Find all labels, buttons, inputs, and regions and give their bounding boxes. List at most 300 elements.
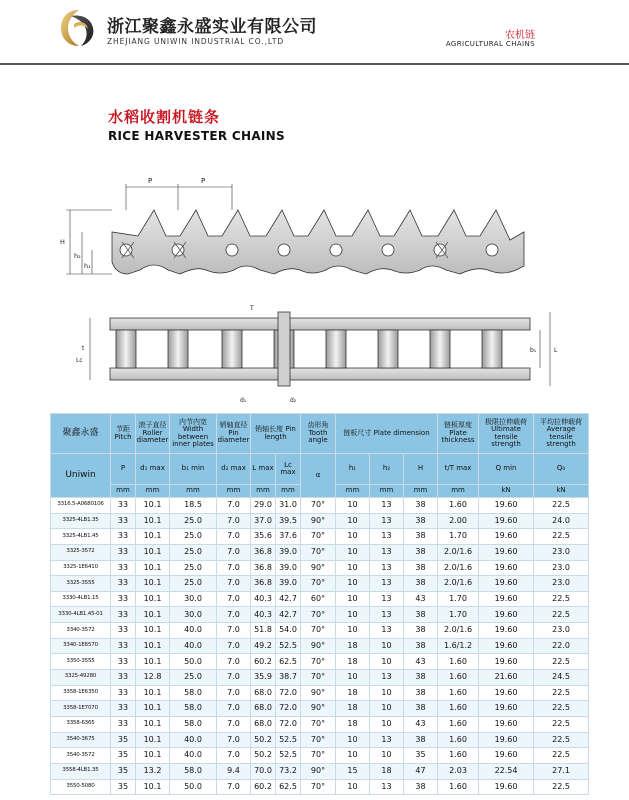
- pin-header: 销轴直径 Pin diameter: [217, 414, 251, 454]
- cell-h1: 18: [336, 654, 370, 670]
- cell-roller-diameter: 10.1: [136, 623, 170, 639]
- cell-H: 38: [404, 779, 438, 795]
- cell-pitch: 33: [111, 685, 136, 701]
- cell-h1: 10: [336, 544, 370, 560]
- table-row: [51, 701, 589, 717]
- cell-plate-thickness: 1.60: [438, 779, 479, 795]
- company-name-cn: 浙江聚鑫永盛实业有限公司: [107, 17, 317, 37]
- cell-pin-length-Lc: 52.5: [276, 638, 301, 654]
- cell-pin-length-L: 50.2: [251, 732, 276, 748]
- cell-tooth-angle: 90°: [301, 513, 336, 529]
- cell-pin-length-Lc: 42.7: [276, 607, 301, 623]
- cell-plate-thickness: 1.70: [438, 607, 479, 623]
- unit-b1: mm: [170, 485, 217, 498]
- table-row: [51, 654, 589, 670]
- page-header: [0, 0, 629, 68]
- cell-pin-length-L: 70.0: [251, 763, 276, 779]
- cell-pin-length-Lc: 39.0: [276, 576, 301, 592]
- roller-header: 滚子直径 Roller diameter: [136, 414, 170, 454]
- cell-pin-diameter: 7.0: [217, 560, 251, 576]
- sym-H: H: [404, 454, 438, 485]
- company-name-en: ZHEJIANG UNIWIN INDUSTRIAL CO.,LTD: [107, 37, 285, 46]
- cell-roller-diameter: 10.1: [136, 576, 170, 592]
- chain-side-view: [112, 210, 524, 274]
- cell-tooth-angle: 70°: [301, 544, 336, 560]
- cell-average-strength: 22.5: [534, 748, 589, 764]
- cell-inner-width: 40.0: [170, 638, 217, 654]
- tooth-angle-header: 齿形角 Tooth angle: [301, 414, 336, 454]
- cell-pitch: 33: [111, 654, 136, 670]
- sym-h2: h₂: [370, 454, 404, 485]
- cell-h2: 10: [370, 701, 404, 717]
- cell-pitch: 33: [111, 638, 136, 654]
- cell-roller-diameter: 10.1: [136, 654, 170, 670]
- cell-pin-length-Lc: 62.5: [276, 654, 301, 670]
- cell-ultimate-strength: 19.60: [479, 513, 534, 529]
- cell-H: 43: [404, 716, 438, 732]
- cell-H: 38: [404, 607, 438, 623]
- cell-average-strength: 23.0: [534, 544, 589, 560]
- cell-model: 3330-4LB1.45-01: [51, 607, 111, 623]
- cell-plate-thickness: 2.00: [438, 513, 479, 529]
- sym-tT: t/T max: [438, 454, 479, 485]
- cell-pitch: 33: [111, 576, 136, 592]
- cell-pin-length-Lc: 72.0: [276, 716, 301, 732]
- cell-plate-thickness: 1.60: [438, 498, 479, 514]
- cell-pin-diameter: 7.0: [217, 513, 251, 529]
- cell-model: 3350-3555: [51, 654, 111, 670]
- cell-roller-diameter: 10.1: [136, 716, 170, 732]
- cell-plate-thickness: 2.0/1.6: [438, 544, 479, 560]
- cell-tooth-angle: 70°: [301, 607, 336, 623]
- unit-d2: mm: [217, 485, 251, 498]
- cell-h1: 10: [336, 591, 370, 607]
- cell-roller-diameter: 10.1: [136, 529, 170, 545]
- height-label-h1: h₁: [84, 262, 91, 270]
- cell-pitch: 33: [111, 623, 136, 639]
- cell-plate-thickness: 1.60: [438, 732, 479, 748]
- cell-h2: 13: [370, 779, 404, 795]
- cell-h1: 18: [336, 716, 370, 732]
- cell-plate-thickness: 1.60: [438, 685, 479, 701]
- table-row: [51, 748, 589, 764]
- cell-pin-diameter: 7.0: [217, 732, 251, 748]
- cell-tooth-angle: 90°: [301, 763, 336, 779]
- sym-p: P: [111, 454, 136, 485]
- cell-ultimate-strength: 19.60: [479, 638, 534, 654]
- cell-pin-length-L: 60.2: [251, 654, 276, 670]
- cell-plate-thickness: 1.6/1.2: [438, 638, 479, 654]
- cell-inner-width: 50.0: [170, 654, 217, 670]
- cell-H: 47: [404, 763, 438, 779]
- sym-Q: Q min: [479, 454, 534, 485]
- cell-ultimate-strength: 21.60: [479, 670, 534, 686]
- cell-H: 38: [404, 513, 438, 529]
- cell-H: 43: [404, 591, 438, 607]
- cell-h1: 18: [336, 701, 370, 717]
- cell-h1: 10: [336, 576, 370, 592]
- cell-average-strength: 23.0: [534, 560, 589, 576]
- cell-pin-diameter: 7.0: [217, 685, 251, 701]
- cell-pin-length-Lc: 39.0: [276, 560, 301, 576]
- cell-tooth-angle: 70°: [301, 748, 336, 764]
- cell-h2: 10: [370, 685, 404, 701]
- height-label-H: H: [60, 238, 65, 246]
- cell-average-strength: 24.5: [534, 670, 589, 686]
- spec-table-body: [51, 498, 589, 795]
- cell-pitch: 35: [111, 732, 136, 748]
- spec-table-wrap: [50, 413, 588, 795]
- cell-model: 3340-1E6570: [51, 638, 111, 654]
- cell-H: 38: [404, 732, 438, 748]
- cell-pitch: 33: [111, 529, 136, 545]
- cell-pitch: 33: [111, 701, 136, 717]
- cell-h2: 13: [370, 623, 404, 639]
- cell-h1: 10: [336, 560, 370, 576]
- dim-label-b1: b₁: [530, 347, 537, 354]
- cell-roller-diameter: 10.1: [136, 732, 170, 748]
- cell-pin-diameter: 7.0: [217, 623, 251, 639]
- cell-pin-length-L: 36.8: [251, 576, 276, 592]
- pin-length-header: 销轴长度 Pin length: [251, 414, 301, 454]
- cell-tooth-angle: 70°: [301, 670, 336, 686]
- cell-pin-length-L: 51.8: [251, 623, 276, 639]
- cell-pitch: 35: [111, 763, 136, 779]
- sym-Lc: Lc max: [276, 454, 301, 485]
- cell-inner-width: 58.0: [170, 701, 217, 717]
- cell-tooth-angle: 60°: [301, 591, 336, 607]
- cell-pin-length-Lc: 39.0: [276, 544, 301, 560]
- cell-ultimate-strength: 19.60: [479, 779, 534, 795]
- cell-average-strength: 22.0: [534, 638, 589, 654]
- cell-h2: 13: [370, 513, 404, 529]
- cell-h1: 18: [336, 685, 370, 701]
- cell-ultimate-strength: 19.60: [479, 748, 534, 764]
- cell-model: 3340-3572: [51, 623, 111, 639]
- cell-H: 38: [404, 701, 438, 717]
- unit-H: mm: [404, 485, 438, 498]
- cell-inner-width: 25.0: [170, 529, 217, 545]
- table-row: [51, 576, 589, 592]
- unit-p: mm: [111, 485, 136, 498]
- table-row: [51, 529, 589, 545]
- cell-ultimate-strength: 19.60: [479, 716, 534, 732]
- sym-d2: d₂ max: [217, 454, 251, 485]
- dim-label-t: t: [82, 345, 85, 352]
- cell-tooth-angle: 70°: [301, 732, 336, 748]
- pitch-label-2: P: [201, 177, 206, 185]
- cell-pin-length-Lc: 54.0: [276, 623, 301, 639]
- unit-Q0: kN: [534, 485, 589, 498]
- cell-model: 3550-5080: [51, 779, 111, 795]
- cell-pin-diameter: 7.0: [217, 498, 251, 514]
- dim-label-d2: d₂: [290, 397, 297, 404]
- cell-model: 3325-49280: [51, 670, 111, 686]
- cell-model: 3358-6365: [51, 716, 111, 732]
- cell-h2: 13: [370, 544, 404, 560]
- cell-h1: 10: [336, 498, 370, 514]
- cell-plate-thickness: 1.70: [438, 591, 479, 607]
- cell-plate-thickness: 1.60: [438, 701, 479, 717]
- cell-H: 38: [404, 529, 438, 545]
- cell-pin-diameter: 7.0: [217, 576, 251, 592]
- cell-h2: 13: [370, 591, 404, 607]
- cell-model: 3358-1E6350: [51, 685, 111, 701]
- cell-h2: 13: [370, 529, 404, 545]
- cell-H: 38: [404, 498, 438, 514]
- cell-tooth-angle: 70°: [301, 654, 336, 670]
- cell-pin-diameter: 7.0: [217, 591, 251, 607]
- cell-pin-length-Lc: 73.2: [276, 763, 301, 779]
- cell-average-strength: 27.1: [534, 763, 589, 779]
- cell-pin-length-L: 36.8: [251, 560, 276, 576]
- cell-pin-length-L: 36.8: [251, 544, 276, 560]
- cell-ultimate-strength: 19.60: [479, 685, 534, 701]
- cell-average-strength: 22.5: [534, 654, 589, 670]
- cell-ultimate-strength: 19.60: [479, 607, 534, 623]
- cell-average-strength: 22.5: [534, 591, 589, 607]
- cell-h2: 18: [370, 763, 404, 779]
- cell-pin-length-L: 37.0: [251, 513, 276, 529]
- cell-average-strength: 22.5: [534, 685, 589, 701]
- cell-average-strength: 23.0: [534, 623, 589, 639]
- cell-pin-length-Lc: 62.5: [276, 779, 301, 795]
- cell-tooth-angle: 70°: [301, 716, 336, 732]
- cell-model: 3325-1E6410: [51, 560, 111, 576]
- cell-pin-length-L: 50.2: [251, 748, 276, 764]
- cell-model: 3325-4LB1.45: [51, 529, 111, 545]
- cell-ultimate-strength: 19.60: [479, 560, 534, 576]
- cell-inner-width: 40.0: [170, 748, 217, 764]
- cell-roller-diameter: 13.2: [136, 763, 170, 779]
- unit-h1: mm: [336, 485, 370, 498]
- unit-Lc: mm: [276, 485, 301, 498]
- unit-h2: mm: [370, 485, 404, 498]
- cell-roller-diameter: 10.1: [136, 544, 170, 560]
- uniwin-logo-icon: [57, 6, 101, 50]
- cell-tooth-angle: 90°: [301, 638, 336, 654]
- cell-H: 35: [404, 748, 438, 764]
- cell-ultimate-strength: 19.60: [479, 732, 534, 748]
- cell-model: 3540-3572: [51, 748, 111, 764]
- cell-h2: 10: [370, 654, 404, 670]
- brand-en-header: Uniwin: [51, 454, 111, 498]
- cell-h2: 13: [370, 498, 404, 514]
- cell-h2: 13: [370, 576, 404, 592]
- cell-pin-diameter: 7.0: [217, 670, 251, 686]
- cell-model: 3358-1E7070: [51, 701, 111, 717]
- cell-average-strength: 24.0: [534, 513, 589, 529]
- cell-average-strength: 23.0: [534, 576, 589, 592]
- cell-ultimate-strength: 19.60: [479, 623, 534, 639]
- cell-pin-length-L: 29.0: [251, 498, 276, 514]
- cell-pin-diameter: 9.4: [217, 763, 251, 779]
- sym-d1: d₁ max: [136, 454, 170, 485]
- cell-pin-length-Lc: 72.0: [276, 701, 301, 717]
- cell-h2: 10: [370, 716, 404, 732]
- cell-average-strength: 22.5: [534, 529, 589, 545]
- cell-pin-diameter: 7.0: [217, 544, 251, 560]
- section-title-en: RICE HARVESTER CHAINS: [108, 129, 285, 143]
- dim-label-d1: d₁: [240, 397, 247, 404]
- sym-h1: h₁: [336, 454, 370, 485]
- cell-plate-thickness: 1.70: [438, 529, 479, 545]
- cell-inner-width: 40.0: [170, 732, 217, 748]
- cell-tooth-angle: 90°: [301, 701, 336, 717]
- table-row: [51, 763, 589, 779]
- cell-pin-length-L: 49.2: [251, 638, 276, 654]
- cell-inner-width: 58.0: [170, 716, 217, 732]
- section-title-cn: 水稻收割机链条: [108, 108, 221, 126]
- cell-plate-thickness: 2.0/1.6: [438, 576, 479, 592]
- cell-ultimate-strength: 22.54: [479, 763, 534, 779]
- cell-model: 3316.5-A0680106: [51, 498, 111, 514]
- cell-average-strength: 22.5: [534, 498, 589, 514]
- cell-model: 3325-3572: [51, 544, 111, 560]
- cell-pitch: 35: [111, 748, 136, 764]
- table-row: [51, 670, 589, 686]
- cell-pin-length-Lc: 52.5: [276, 732, 301, 748]
- cell-roller-diameter: 12.8: [136, 670, 170, 686]
- cell-h1: 15: [336, 763, 370, 779]
- cell-inner-width: 25.0: [170, 560, 217, 576]
- pitch-label-1: P: [148, 177, 153, 185]
- cell-inner-width: 30.0: [170, 607, 217, 623]
- cell-plate-thickness: 2.0/1.6: [438, 560, 479, 576]
- cell-inner-width: 25.0: [170, 544, 217, 560]
- cell-roller-diameter: 10.1: [136, 607, 170, 623]
- unit-Q: kN: [479, 485, 534, 498]
- cell-h1: 10: [336, 623, 370, 639]
- cell-roller-diameter: 10.1: [136, 513, 170, 529]
- cell-pin-diameter: 7.0: [217, 716, 251, 732]
- cell-inner-width: 18.5: [170, 498, 217, 514]
- cell-H: 38: [404, 623, 438, 639]
- cell-pin-length-L: 68.0: [251, 685, 276, 701]
- dim-label-L: L: [554, 347, 558, 354]
- cell-pin-length-Lc: 72.0: [276, 685, 301, 701]
- cell-pin-length-L: 40.3: [251, 591, 276, 607]
- cell-H: 38: [404, 638, 438, 654]
- cell-pin-diameter: 7.0: [217, 607, 251, 623]
- cell-model: 3330-4LB1.15: [51, 591, 111, 607]
- cell-h2: 10: [370, 748, 404, 764]
- cell-inner-width: 58.0: [170, 763, 217, 779]
- cell-pin-length-L: 35.9: [251, 670, 276, 686]
- cell-pin-diameter: 7.0: [217, 654, 251, 670]
- cell-inner-width: 25.0: [170, 513, 217, 529]
- ultimate-strength-header: 极限拉伸载荷 Ultimate tensile strength: [479, 414, 534, 454]
- cell-pin-length-L: 68.0: [251, 701, 276, 717]
- cell-H: 43: [404, 654, 438, 670]
- cell-pin-length-Lc: 42.7: [276, 591, 301, 607]
- cell-pitch: 33: [111, 544, 136, 560]
- cell-roller-diameter: 10.1: [136, 638, 170, 654]
- cell-h2: 13: [370, 560, 404, 576]
- cell-pitch: 33: [111, 591, 136, 607]
- cell-tooth-angle: 90°: [301, 685, 336, 701]
- cell-h1: 10: [336, 607, 370, 623]
- cell-average-strength: 22.5: [534, 607, 589, 623]
- cell-tooth-angle: 70°: [301, 779, 336, 795]
- header-divider: [0, 63, 629, 65]
- cell-ultimate-strength: 19.60: [479, 654, 534, 670]
- cell-tooth-angle: 70°: [301, 576, 336, 592]
- chain-top-view: [110, 312, 530, 386]
- cell-tooth-angle: 70°: [301, 498, 336, 514]
- cell-pitch: 33: [111, 498, 136, 514]
- table-row: [51, 544, 589, 560]
- cell-h2: 10: [370, 638, 404, 654]
- cell-average-strength: 22.5: [534, 779, 589, 795]
- cell-roller-diameter: 10.1: [136, 685, 170, 701]
- cell-plate-thickness: 2.03: [438, 763, 479, 779]
- cell-h1: 10: [336, 732, 370, 748]
- cell-pin-diameter: 7.0: [217, 638, 251, 654]
- cell-pitch: 35: [111, 779, 136, 795]
- cell-model: 3540-3675: [51, 732, 111, 748]
- cell-inner-width: 25.0: [170, 670, 217, 686]
- table-row: [51, 732, 589, 748]
- cell-plate-thickness: 2.0/1.6: [438, 623, 479, 639]
- unit-L: mm: [251, 485, 276, 498]
- cell-pin-diameter: 7.0: [217, 529, 251, 545]
- cell-roller-diameter: 10.1: [136, 498, 170, 514]
- cell-pin-length-Lc: 52.5: [276, 748, 301, 764]
- cell-h2: 13: [370, 607, 404, 623]
- unit-tT: mm: [438, 485, 479, 498]
- cell-H: 38: [404, 576, 438, 592]
- cell-roller-diameter: 10.1: [136, 560, 170, 576]
- category-en: AGRICULTURAL CHAINS: [445, 40, 535, 48]
- sym-Q0: Q₀: [534, 454, 589, 485]
- table-row: [51, 560, 589, 576]
- plate-dimension-header: 链板尺寸 Plate dimension: [336, 414, 438, 454]
- cell-average-strength: 22.5: [534, 732, 589, 748]
- cell-pitch: 33: [111, 607, 136, 623]
- sym-b1: b₁ min: [170, 454, 217, 485]
- cell-pitch: 33: [111, 670, 136, 686]
- cell-roller-diameter: 10.1: [136, 591, 170, 607]
- cell-inner-width: 50.0: [170, 779, 217, 795]
- cell-inner-width: 25.0: [170, 576, 217, 592]
- cell-inner-width: 30.0: [170, 591, 217, 607]
- dim-label-Lc: Lc: [76, 357, 83, 364]
- cell-pitch: 33: [111, 513, 136, 529]
- cell-pin-length-Lc: 31.0: [276, 498, 301, 514]
- table-row: [51, 716, 589, 732]
- table-row: [51, 591, 589, 607]
- cell-H: 38: [404, 560, 438, 576]
- cell-h1: 10: [336, 513, 370, 529]
- cell-plate-thickness: 1.60: [438, 716, 479, 732]
- cell-pin-diameter: 7.0: [217, 748, 251, 764]
- cell-plate-thickness: 1.60: [438, 654, 479, 670]
- cell-pin-length-L: 35.6: [251, 529, 276, 545]
- cell-plate-thickness: 1.60: [438, 670, 479, 686]
- cell-average-strength: 22.5: [534, 701, 589, 717]
- cell-pin-length-L: 68.0: [251, 716, 276, 732]
- cell-roller-diameter: 10.1: [136, 701, 170, 717]
- cell-plate-thickness: 1.60: [438, 748, 479, 764]
- cell-pin-length-L: 60.2: [251, 779, 276, 795]
- cell-H: 38: [404, 544, 438, 560]
- cell-roller-diameter: 10.1: [136, 779, 170, 795]
- cell-ultimate-strength: 19.60: [479, 529, 534, 545]
- cell-tooth-angle: 70°: [301, 623, 336, 639]
- sym-L: L max: [251, 454, 276, 485]
- brand-cn-header: 聚鑫永盛: [51, 414, 111, 454]
